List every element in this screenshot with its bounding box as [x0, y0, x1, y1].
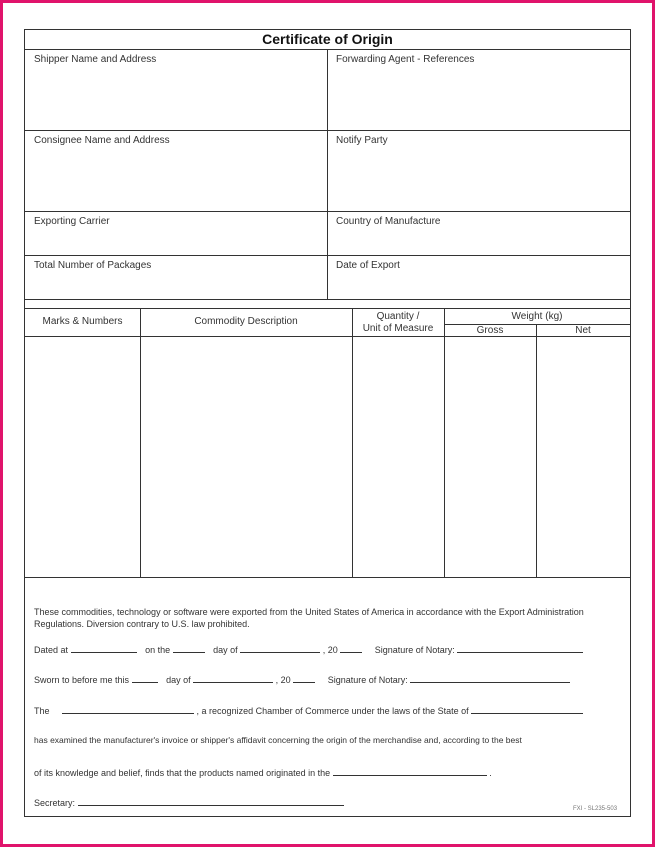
consignee-field[interactable] [25, 131, 327, 211]
quantity-header [352, 311, 444, 335]
marks-column-area[interactable] [25, 337, 140, 577]
chamber-label: , a recognized Chamber of Commerce under the laws of the State of [196, 706, 469, 716]
marks-numbers-header: Marks & Numbers [42, 316, 123, 327]
certificate-form [24, 29, 631, 817]
commodity-description-header: Commodity Description [194, 316, 298, 327]
origin-country-blank[interactable] [333, 766, 487, 776]
sworn-month-blank[interactable] [193, 673, 273, 683]
quantity-header-line2: Unit of Measure [362, 323, 434, 334]
export-statement: These commodities, technology or software were exported from the United States of America in accordance with the Export Administration Regulations. Diversion contrary to U.S. law prohibited. [34, 607, 584, 629]
country-manufacture-label: Country of Manufacture [336, 216, 441, 227]
exporting-carrier-label: Exporting Carrier [34, 216, 110, 227]
sworn-label: Sworn to before me this [34, 675, 130, 685]
notify-party-field[interactable] [327, 131, 630, 211]
date-export-label: Date of Export [336, 260, 400, 271]
divider [25, 299, 630, 300]
quantity-header-line1: Quantity / [376, 311, 420, 322]
commodity-column-area[interactable] [141, 337, 352, 577]
sworn-line [34, 673, 570, 685]
notify-party-label: Notify Party [336, 135, 388, 146]
secretary-blank[interactable] [78, 796, 344, 806]
net-column-area[interactable] [537, 337, 630, 577]
form-title: Certificate of Origin [25, 30, 630, 50]
exporting-carrier-field[interactable] [25, 212, 327, 255]
gross-column-area[interactable] [445, 337, 536, 577]
country-manufacture-field[interactable] [327, 212, 630, 255]
gross-header: Gross [476, 325, 504, 336]
weight-header: Weight (kg) [511, 311, 563, 322]
shipper-label: Shipper Name and Address [34, 54, 157, 65]
secretary-label: Secretary: [34, 798, 76, 808]
signature-notary-label: Signature of Notary: [374, 645, 455, 655]
state-blank[interactable] [471, 704, 583, 714]
chamber-name-blank[interactable] [62, 704, 194, 714]
secretary-line [34, 796, 344, 808]
forwarding-agent-field[interactable] [327, 50, 630, 130]
dated-at-label: Dated at [34, 645, 69, 655]
on-the-blank[interactable] [173, 643, 205, 653]
year-label: , 20 [322, 645, 338, 655]
examined-line: has examined the manufacturer's invoice or shipper's affidavit concerning the origin of the merchandise and, according to the best [34, 735, 522, 745]
day-of-label: day of [213, 645, 238, 655]
dated-at-line [34, 643, 583, 655]
divider [25, 577, 630, 578]
shipper-field[interactable] [25, 50, 327, 130]
date-export-field[interactable] [327, 256, 630, 299]
quantity-column-area[interactable] [353, 337, 444, 577]
day-of-blank[interactable] [240, 643, 320, 653]
year-blank[interactable] [340, 643, 362, 653]
period-mark: . [489, 768, 492, 778]
sworn-day-of-label: day of [166, 675, 191, 685]
knowledge-line [34, 766, 492, 778]
sworn-signature-blank[interactable] [410, 673, 570, 683]
total-packages-label: Total Number of Packages [34, 260, 152, 271]
dated-at-blank[interactable] [71, 643, 137, 653]
divider [25, 308, 630, 309]
on-the-label: on the [145, 645, 171, 655]
knowledge-label: of its knowledge and belief, finds that the products named originated in the [34, 768, 331, 778]
total-packages-field[interactable] [25, 256, 327, 299]
net-header: Net [575, 325, 591, 336]
the-label: The [34, 706, 50, 716]
consignee-label: Consignee Name and Address [34, 135, 170, 146]
form-code: FXI - SL235-503 [573, 806, 618, 812]
sworn-signature-label: Signature of Notary: [327, 675, 408, 685]
chamber-line [34, 704, 583, 716]
sworn-year-label: , 20 [275, 675, 291, 685]
sworn-year-blank[interactable] [293, 673, 315, 683]
forwarding-agent-label: Forwarding Agent - References [336, 54, 475, 65]
signature-notary-blank[interactable] [457, 643, 583, 653]
sworn-day-blank[interactable] [132, 673, 158, 683]
